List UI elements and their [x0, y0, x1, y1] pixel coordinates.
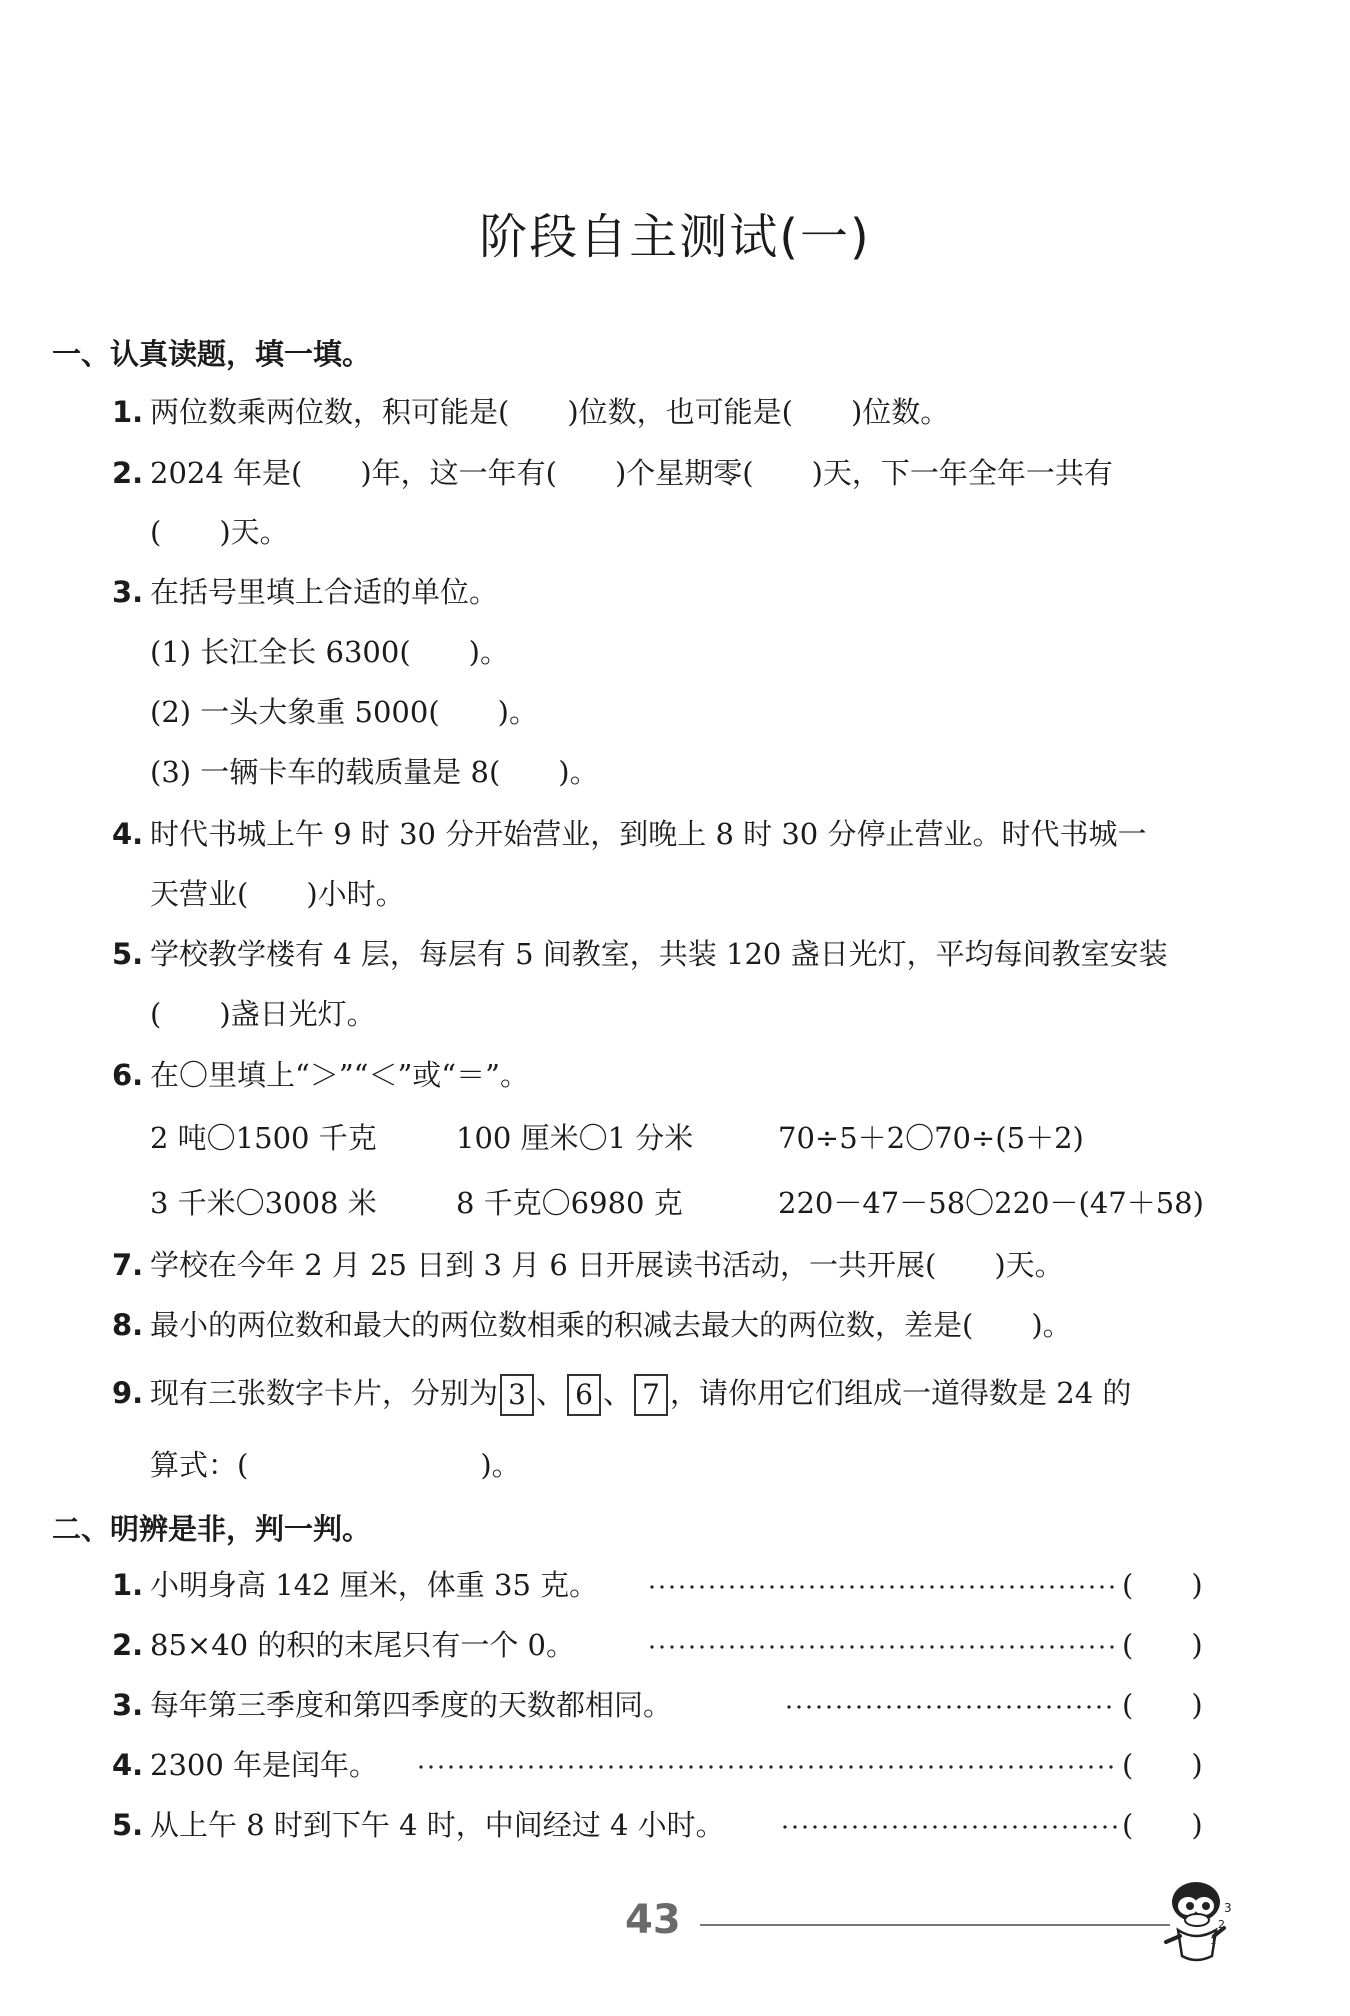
question-number: 8. [112, 1308, 144, 1342]
question-text-end: ，请你用它们组成一道得数是 24 的 [670, 1376, 1132, 1410]
question-text: 时代书城上午 9 时 30 分开始营业，到晚上 8 时 30 分停止营业。时代书城一 [150, 817, 1147, 851]
dot-leader [647, 1585, 1117, 1589]
question-8 [112, 1305, 1072, 1345]
comparison-item: 3 千米〇3008 米 [150, 1186, 377, 1220]
svg-text:3: 3 [1224, 1901, 1232, 1915]
question-number: 5. [112, 937, 144, 971]
question-number: 3. [112, 575, 144, 609]
statement-text: 85×40 的积的末尾只有一个 0。 [150, 1628, 575, 1662]
comparison-item: 220－47－58〇220－(47＋58) [778, 1186, 1204, 1220]
dot-leader [647, 1645, 1117, 1649]
true-false-item [112, 1685, 1232, 1725]
dot-leader [780, 1825, 1117, 1829]
question-number: 1. [112, 1568, 144, 1602]
dot-leader [784, 1705, 1117, 1709]
question-7 [112, 1245, 1064, 1285]
question-number: 2. [112, 456, 144, 490]
question-9-continued: 算式：( )。 [150, 1448, 521, 1482]
question-4-continued: 天营业( )小时。 [150, 877, 405, 911]
true-false-item [112, 1625, 1232, 1665]
section-1-heading: 一、认真读题，填一填。 [52, 337, 372, 371]
question-6 [112, 1055, 529, 1095]
true-false-item [112, 1745, 1232, 1785]
comparison-item: 100 厘米〇1 分米 [456, 1121, 694, 1155]
statement-text: 小明身高 142 厘米，体重 35 克。 [150, 1568, 599, 1602]
cartoon-mascot-icon [1158, 1872, 1244, 1964]
question-number: 4. [112, 817, 144, 851]
number-card: 3 [500, 1374, 534, 1416]
question-number: 4. [112, 1748, 144, 1782]
question-4 [112, 814, 1146, 854]
answer-parentheses[interactable]: ( ) [1122, 1688, 1203, 1722]
question-2 [112, 453, 1113, 493]
statement-text: 2300 年是闰年。 [150, 1748, 379, 1782]
true-false-item [112, 1565, 1232, 1605]
separator: 、 [536, 1376, 566, 1410]
comparison-item: 70÷5＋2〇70÷(5＋2) [778, 1121, 1084, 1155]
question-number: 7. [112, 1248, 144, 1282]
question-text: 最小的两位数和最大的两位数相乘的积减去最大的两位数，差是( )。 [150, 1308, 1072, 1342]
page-title: 阶段自主测试(一) [479, 209, 871, 265]
number-card: 7 [634, 1374, 668, 1416]
true-false-item [112, 1805, 1232, 1845]
answer-parentheses[interactable]: ( ) [1122, 1808, 1203, 1842]
number-card: 6 [567, 1374, 601, 1416]
question-2-continued: ( )天。 [150, 515, 289, 549]
question-3 [112, 572, 498, 612]
section-2-heading: 二、明辨是非，判一判。 [52, 1512, 372, 1546]
page-number: 43 [625, 1897, 681, 1943]
question-9 [112, 1373, 1131, 1416]
question-3-sub-2: (2) 一头大象重 5000( )。 [150, 695, 538, 729]
question-text: 在括号里填上合适的单位。 [150, 575, 499, 609]
question-5-continued: ( )盏日光灯。 [150, 997, 376, 1031]
answer-parentheses[interactable]: ( ) [1122, 1568, 1203, 1602]
question-number: 1. [112, 395, 144, 429]
question-5 [112, 934, 1168, 974]
question-1 [112, 392, 949, 432]
answer-parentheses[interactable]: ( ) [1122, 1628, 1203, 1662]
question-number: 2. [112, 1628, 144, 1662]
answer-parentheses[interactable]: ( ) [1122, 1748, 1203, 1782]
question-3-sub-3: (3) 一辆卡车的载质量是 8( )。 [150, 755, 599, 789]
question-number: 5. [112, 1808, 144, 1842]
svg-text:2: 2 [1218, 1918, 1225, 1931]
dot-leader [416, 1765, 1117, 1769]
question-text: 2024 年是( )年，这一年有( )个星期零( )天，下一年全年一共有 [150, 456, 1113, 490]
question-number: 3. [112, 1688, 144, 1722]
comparison-item: 2 吨〇1500 千克 [150, 1121, 377, 1155]
separator: 、 [603, 1376, 633, 1410]
question-text: 现有三张数字卡片，分别为 [150, 1376, 499, 1410]
question-text: 学校教学楼有 4 层，每层有 5 间教室，共装 120 盏日光灯，平均每间教室安装 [150, 937, 1168, 971]
question-number: 6. [112, 1058, 144, 1092]
comparison-item: 8 千克〇6980 克 [456, 1186, 683, 1220]
statement-text: 从上午 8 时到下午 4 时，中间经过 4 小时。 [150, 1808, 725, 1842]
statement-text: 每年第三季度和第四季度的天数都相同。 [150, 1688, 673, 1722]
svg-text:1: 1 [1210, 1936, 1217, 1947]
footer-rule [700, 1924, 1170, 1926]
question-text: 两位数乘两位数，积可能是( )位数，也可能是( )位数。 [150, 395, 950, 429]
question-3-sub-1: (1) 长江全长 6300( )。 [150, 635, 509, 669]
question-text: 学校在今年 2 月 25 日到 3 月 6 日开展读书活动，一共开展( )天。 [150, 1248, 1064, 1282]
question-number: 9. [112, 1376, 144, 1410]
question-text: 在〇里填上“＞”“＜”或“＝”。 [150, 1058, 529, 1092]
